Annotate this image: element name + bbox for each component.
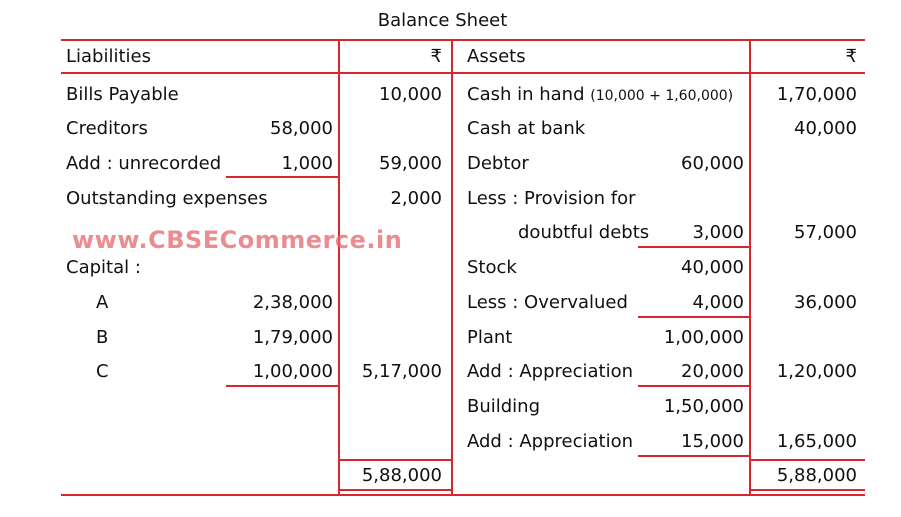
column-divider-right-amount [749,39,751,496]
building-total-amount: 1,65,000 [776,431,857,452]
bills-payable-amount: 10,000 [379,84,442,105]
assets-header: Assets [467,46,526,67]
cash-in-hand-label [467,84,733,107]
plant-total-amount: 1,20,000 [776,361,857,382]
outstanding-expenses-label: Outstanding expenses [66,188,268,209]
partner-a-label: A [96,292,109,313]
plant-sub-amount: 1,00,000 [663,327,744,348]
stock-total-amount: 36,000 [794,292,857,313]
cash-in-hand-amount: 1,70,000 [776,84,857,105]
plant-label: Plant [467,327,513,348]
cash-in-hand-text: Cash in hand [467,84,585,105]
watermark: www.CBSECommerce.in [72,226,403,254]
building-label: Building [467,396,541,417]
add-unrecorded-label: Add : unrecorded [66,153,222,174]
liabilities-header: Liabilities [66,46,151,67]
header-rule [61,72,865,74]
debtor-label: Debtor [467,153,529,174]
partner-b-amount: 1,79,000 [252,327,333,348]
capital-label: Capital : [66,257,141,278]
page-title: Balance Sheet [377,10,508,31]
building-appreciation-sub-amount: 15,000 [681,431,744,452]
cash-at-bank-label: Cash at bank [467,118,586,139]
less-overvalued-label: Less : Overvalued [467,292,628,313]
outstanding-expenses-amount: 2,000 [390,188,442,209]
building-appreciation-label: Add : Appreciation [467,431,634,452]
bottom-rule [61,494,865,496]
creditors-label: Creditors [66,118,148,139]
overvalued-sub-amount: 4,000 [692,292,744,313]
column-divider-center [451,39,453,496]
partner-c-label: C [96,361,109,382]
cash-in-hand-note: (10,000 + 1,60,000) [590,88,734,104]
total-right-double-rule [749,489,865,491]
total-left-double-rule [338,489,451,491]
stock-label: Stock [467,257,517,278]
assets-grand-total: 5,88,000 [776,465,857,486]
less-provision-label: Less : Provision for [467,188,636,209]
rupee-left-header: ₹ [430,46,442,67]
add-unrecorded-sub-amount: 1,000 [281,153,333,174]
top-rule [61,39,865,41]
stock-subtotal-rule [638,316,749,318]
cash-at-bank-amount: 40,000 [794,118,857,139]
doubtful-debts-sub-amount: 3,000 [692,222,744,243]
rupee-right-header: ₹ [845,46,857,67]
plant-appreciation-sub-amount: 20,000 [681,361,744,382]
doubtful-debts-label: doubtful debts [518,222,650,243]
debtor-total-amount: 57,000 [794,222,857,243]
debtor-sub-amount: 60,000 [681,153,744,174]
liabilities-grand-total: 5,88,000 [361,465,442,486]
partner-a-amount: 2,38,000 [252,292,333,313]
debtor-subtotal-rule [638,246,749,248]
building-sub-amount: 1,50,000 [663,396,744,417]
total-right-top-rule [749,459,865,461]
total-left-top-rule [338,459,451,461]
creditors-total-amount: 59,000 [379,153,442,174]
plant-appreciation-label: Add : Appreciation [467,361,634,382]
capital-total-amount: 5,17,000 [361,361,442,382]
creditors-sub-amount: 58,000 [270,118,333,139]
creditors-subtotal-rule [226,176,338,178]
building-subtotal-rule [638,455,749,457]
column-divider-left-amount [338,39,340,496]
capital-subtotal-rule [226,385,338,387]
partner-c-amount: 1,00,000 [252,361,333,382]
bills-payable-label: Bills Payable [66,84,179,105]
stock-sub-amount: 40,000 [681,257,744,278]
plant-subtotal-rule [638,385,749,387]
partner-b-label: B [96,327,109,348]
